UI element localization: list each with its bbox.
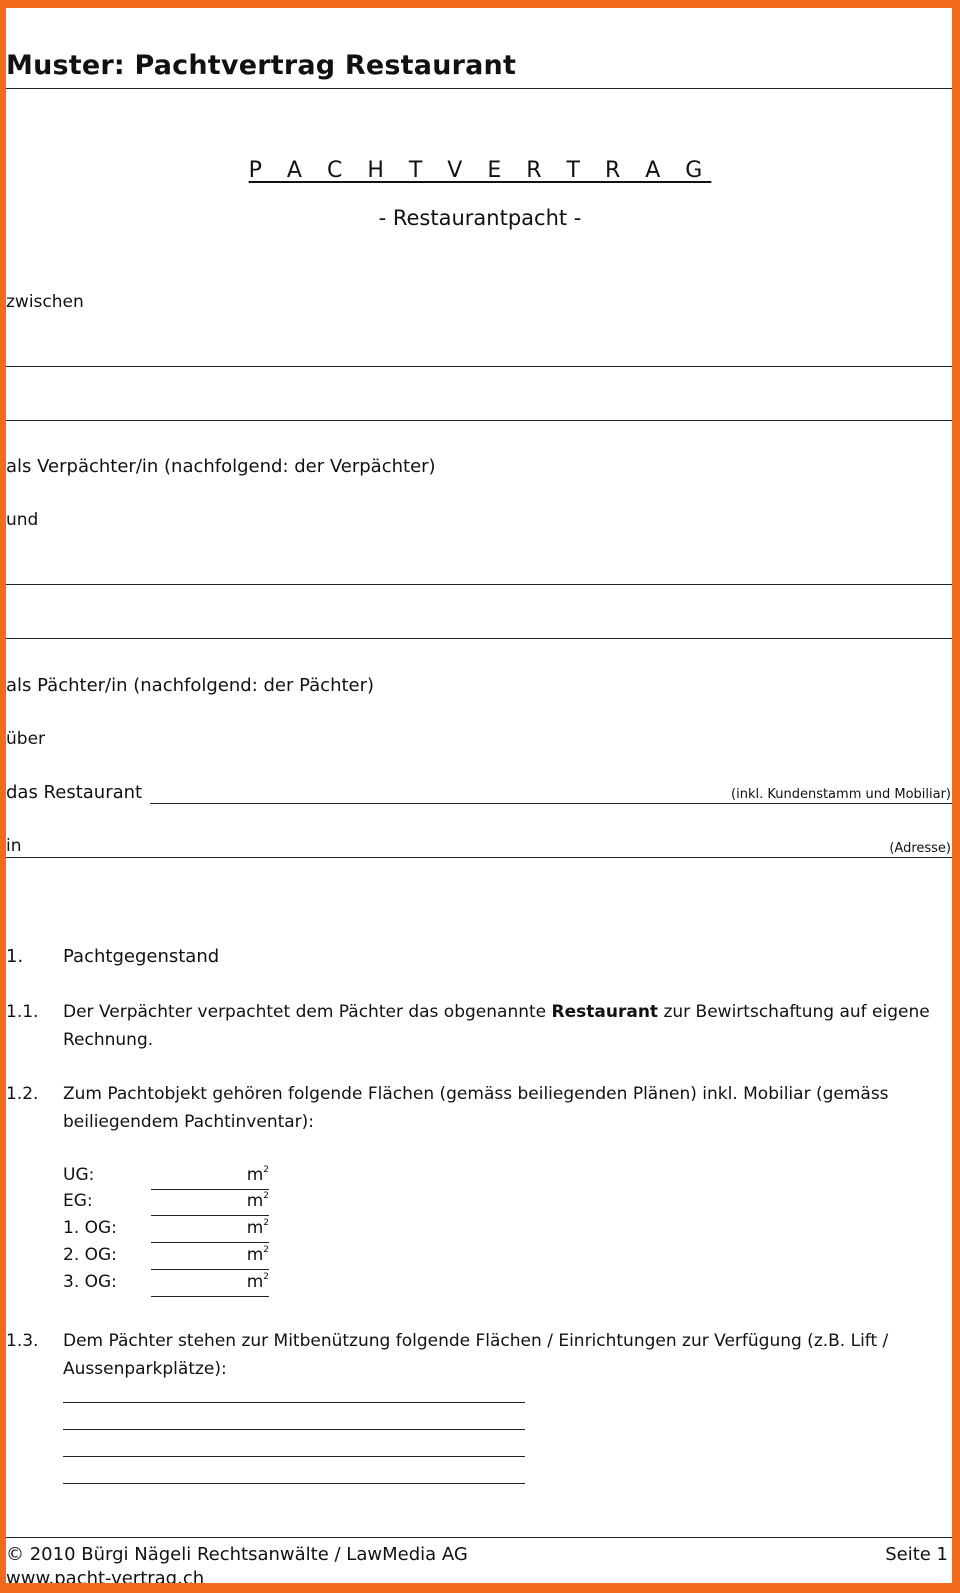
section-heading: Pachtgegenstand [63,946,220,967]
facility-line [63,1402,525,1403]
restaurant-line [150,803,952,804]
clause-text: Der Verpächter verpachtet dem Pächter das obgenannte [63,1002,552,1022]
area-input-line: $m^2$ [151,1272,269,1297]
in-label: in [6,836,22,856]
clause-number: 1.2. [6,1084,39,1104]
restaurant-note: (inkl. Kundenstamm und Mobiliar) [731,787,951,802]
floor-label: EG: [63,1191,93,1211]
area-input-line: $m^2$ [151,1245,269,1270]
area-input-line: $m^2$ [151,1191,269,1216]
lessor-role: als Verpächter/in (nachfolgend: der Verpächter) [6,456,436,477]
about-label: über [6,729,46,749]
lessee-line-2 [6,638,952,639]
lessee-line-1 [6,584,952,585]
lessor-line-1 [6,366,952,367]
clause-bold-text: Restaurant [551,1002,659,1022]
restaurant-label: das Restaurant [6,782,143,803]
facility-line [63,1456,525,1457]
facility-line [63,1483,525,1484]
address-line [6,857,952,858]
facility-line [63,1429,525,1430]
and-label: und [6,510,39,530]
footer-page-number: Seite 1 [885,1544,948,1565]
between-label: zwischen [6,292,84,312]
clause-1-2: Zum Pachtobjekt gehören folgende Flächen (gemäss beiliegenden Plänen) inkl. Mobiliar (gemäss beiliegendem Pachtinventar): [63,1084,889,1132]
address-note: (Adresse) [889,841,951,856]
footer-rule [6,1537,952,1538]
title-rule [6,88,952,89]
floor-label: 2. OG: [63,1245,117,1265]
footer-copyright: © 2010 Bürgi Nägeli Rechtsanwälte / LawMedia AG [6,1544,468,1565]
floor-label: 3. OG: [63,1272,117,1292]
clause-1-3: Dem Pächter stehen zur Mitbenützung folgende Flächen / Einrichtungen zur Verfügung (z.B. Lift / Aussenparkplätze): [63,1331,889,1379]
floor-label: UG: [63,1165,95,1185]
clause-1-1 [63,998,948,1054]
lessee-role: als Pächter/in (nachfolgend: der Pächter) [6,675,375,696]
footer-url[interactable]: www.pacht-vertrag.ch [6,1568,205,1589]
clause-number: 1.3. [6,1331,39,1351]
area-input-line: $m^2$ [151,1165,269,1190]
clause-number: 1.1. [6,1002,39,1022]
area-input-line: $m^2$ [151,1218,269,1243]
document-title: Muster: Pachtvertrag Restaurant [6,50,517,81]
contract-title: P A C H T V E R T R A G [248,158,712,183]
floor-label: 1. OG: [63,1218,117,1238]
section-number: 1. [6,946,24,967]
clause-text: zur Bewirtschaftung auf eigene Rechnung. [63,1002,930,1050]
lessor-line-2 [6,420,952,421]
contract-subtitle: - Restaurantpacht - [378,206,582,230]
